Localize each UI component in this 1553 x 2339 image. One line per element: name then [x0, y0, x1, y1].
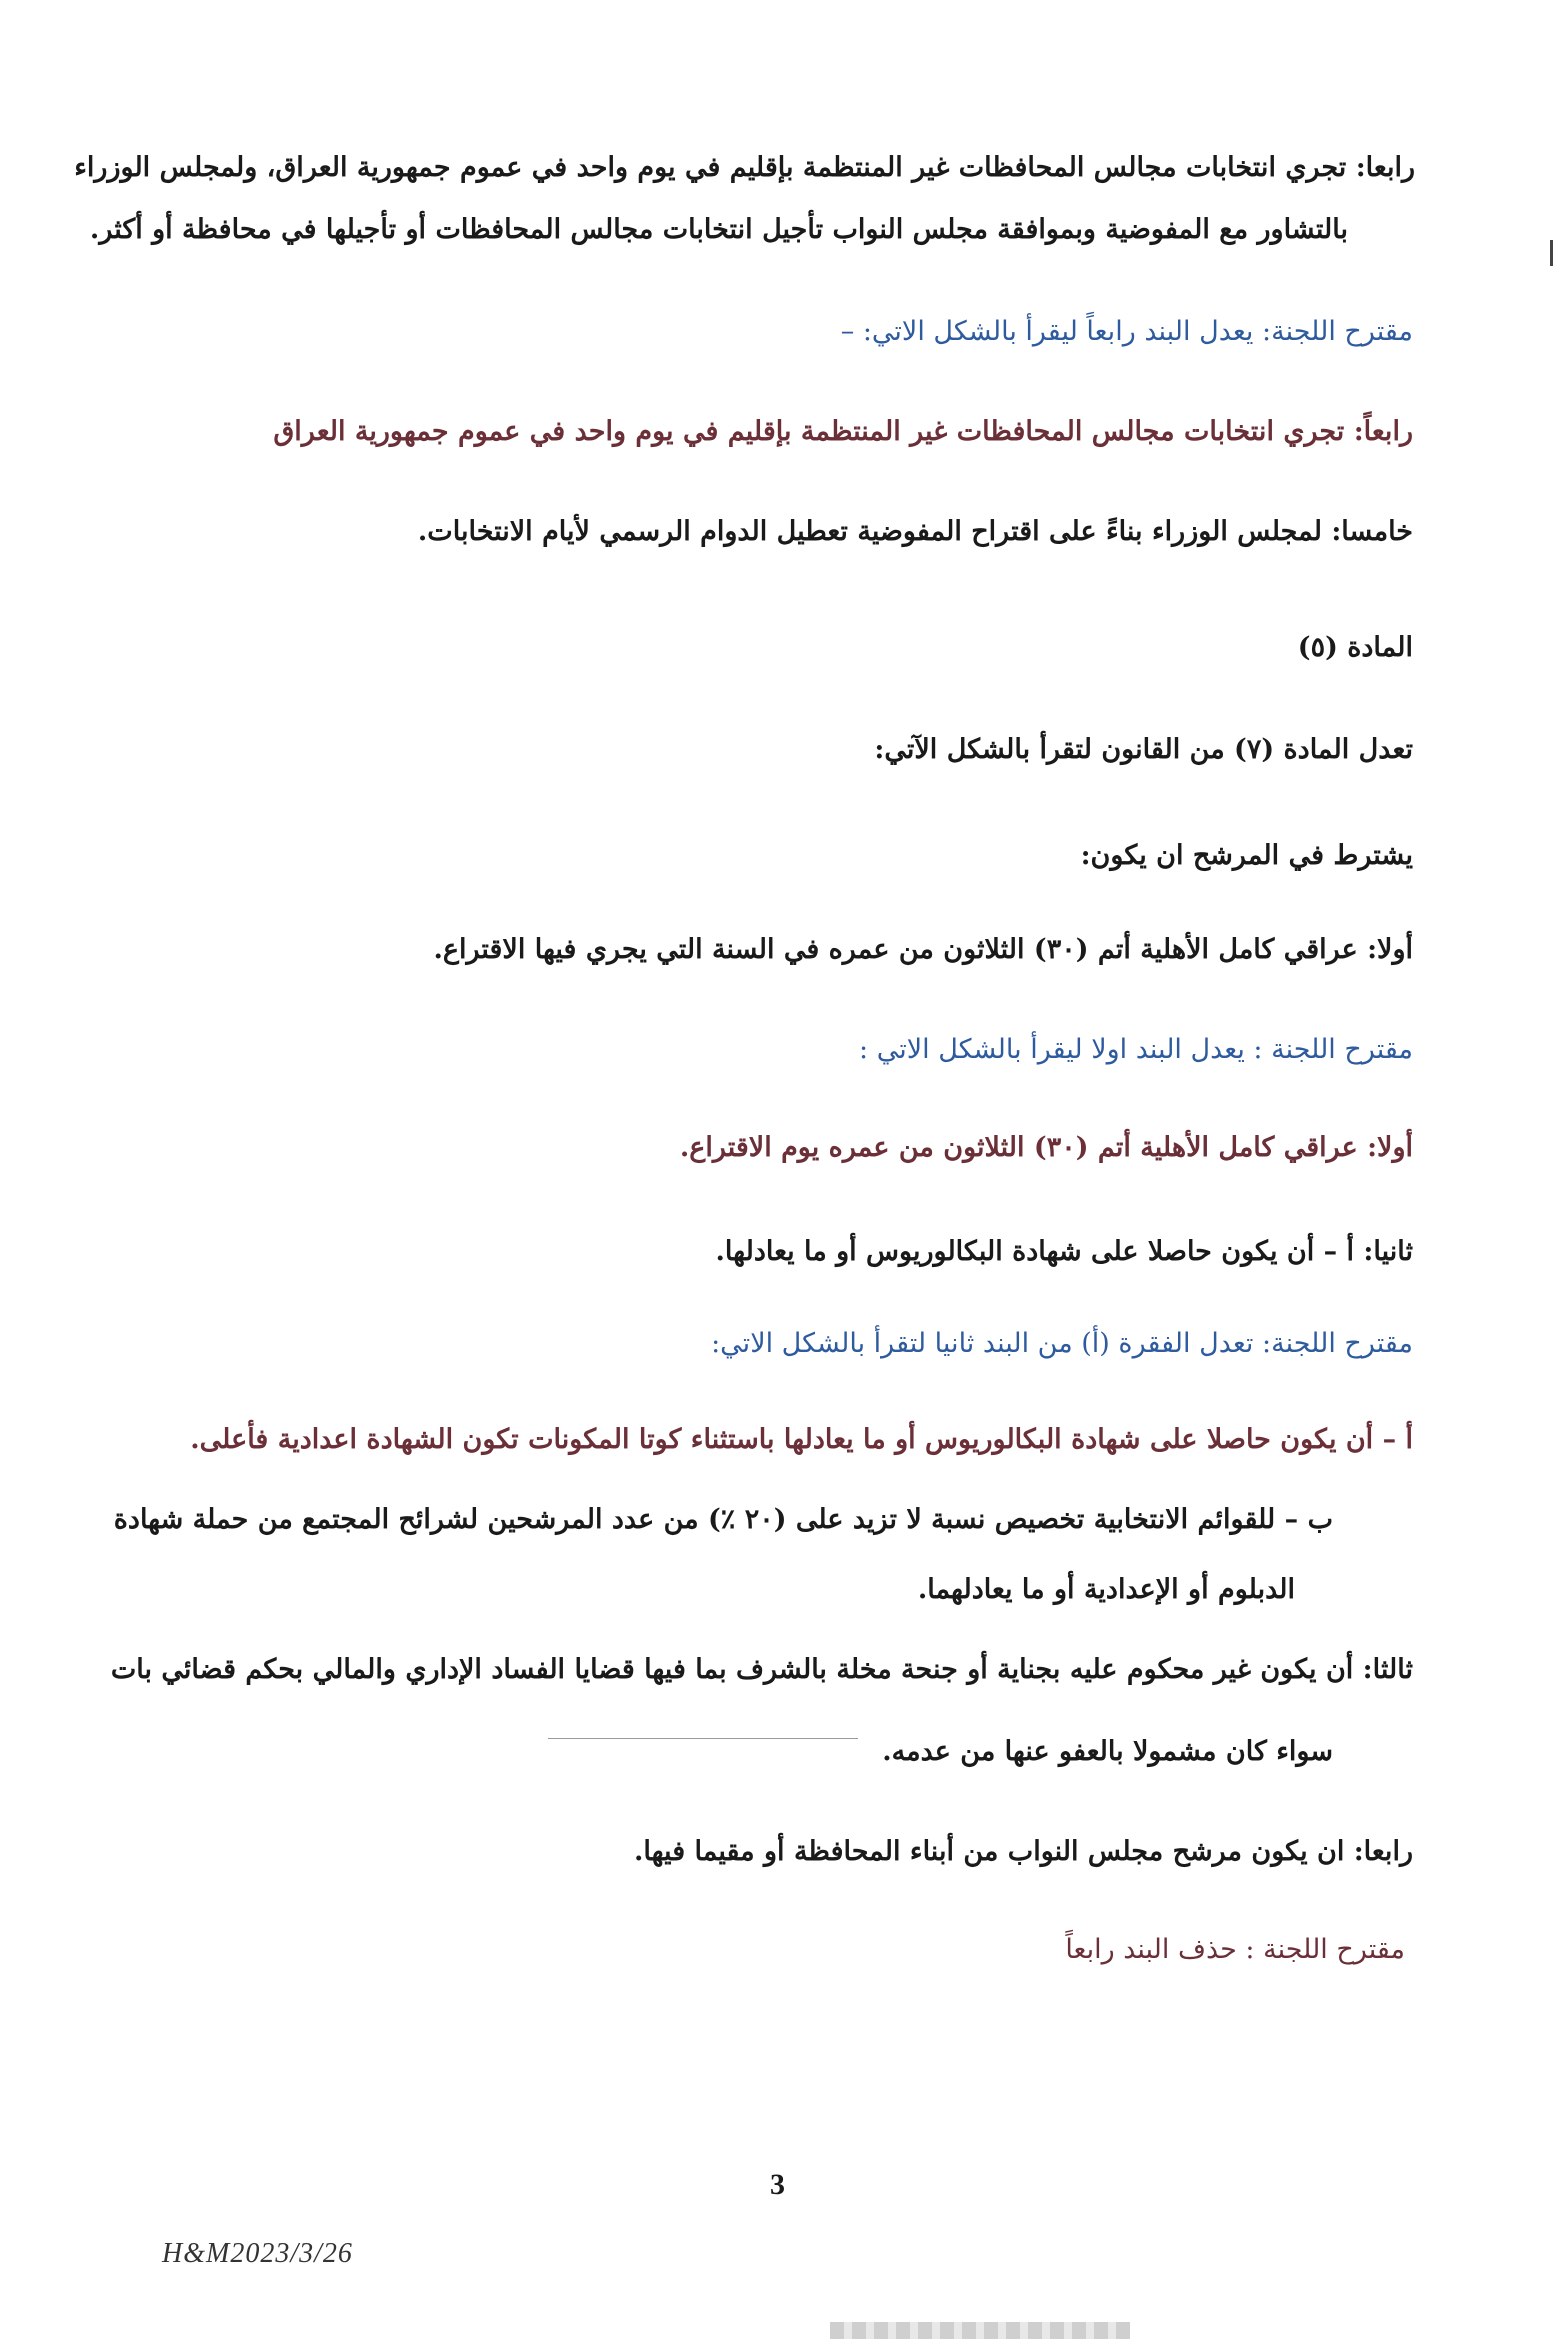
condition-second-b-line1: ب – للقوائم الانتخابية تخصيص نسبة لا تزيد على (٢٠ ٪) من عدد المرشحين لشرائح المجتمع من حملة شهادة	[113, 1504, 1333, 1535]
candidate-conditions-heading: يشترط في المرشح ان يكون:	[1080, 840, 1413, 871]
committee-proposal-delete-fourth: مقترح اللجنة : حذف البند رابعاً	[1065, 1934, 1405, 1965]
article-five-heading: المادة (٥)	[1297, 632, 1413, 663]
scan-bottom-artifact	[830, 2322, 1130, 2339]
condition-third-line1: ثالثا: أن يكون غير محكوم عليه بجناية أو جنحة مخلة بالشرف بما فيها قضايا الفساد الإداري والمالي بحكم قضائي بات	[110, 1654, 1413, 1685]
committee-proposal-clause-four: مقترح اللجنة: يعدل البند رابعاً ليقرأ بالشكل الاتي: –	[840, 316, 1413, 347]
condition-first-amended: أولا: عراقي كامل الأهلية أتم (٣٠) الثلاثون من عمره يوم الاقتراع.	[679, 1132, 1413, 1163]
article-seven-amendment: تعدل المادة (٧) من القانون لتقرأ بالشكل الآتي:	[874, 734, 1413, 765]
clause-four-amended: رابعاً: تجري انتخابات مجالس المحافظات غير المنتظمة بإقليم في يوم واحد في عموم جمهورية العراق	[273, 416, 1413, 447]
condition-second-a-amended: أ – أن يكون حاصلا على شهادة البكالوريوس أو ما يعادلها باستثناء كوتا المكونات تكون الشهادة اعدادية فأعلى.	[190, 1424, 1413, 1455]
clause-four-original-line1: رابعا: تجري انتخابات مجالس المحافظات غير المنتظمة بإقليم في يوم واحد في عموم جمهورية العراق، ولمجلس الوزراء	[74, 152, 1415, 183]
clause-four-original-line2: بالتشاور مع المفوضية وبموافقة مجلس النواب تأجيل انتخابات مجالس المحافظات أو تأجيلها في محافظة أو أكثر.	[89, 214, 1348, 245]
condition-third-line2: سواء كان مشمولا بالعفو عنها من عدمه.	[882, 1736, 1333, 1767]
condition-fourth-original: رابعا: ان يكون مرشح مجلس النواب من أبناء المحافظة أو مقيما فيها.	[633, 1836, 1413, 1867]
condition-second-b-line2: الدبلوم أو الإعدادية أو ما يعادلهما.	[917, 1574, 1295, 1605]
separator-line	[548, 1738, 858, 1739]
clause-five: خامسا: لمجلس الوزراء بناءً على اقتراح المفوضية تعطيل الدوام الرسمي لأيام الانتخابات.	[417, 516, 1413, 547]
condition-first-original: أولا: عراقي كامل الأهلية أتم (٣٠) الثلاثون من عمره في السنة التي يجري فيها الاقتراع.	[433, 934, 1413, 965]
footer-handwritten-stamp: H&M2023/3/26	[162, 2238, 353, 2269]
committee-proposal-first: مقترح اللجنة : يعدل البند اولا ليقرأ بالشكل الاتي :	[859, 1034, 1413, 1065]
committee-proposal-second-a: مقترح اللجنة: تعدل الفقرة (أ) من البند ثانيا لتقرأ بالشكل الاتي:	[711, 1328, 1413, 1359]
page-number: 3	[770, 2168, 785, 2201]
condition-second-a-original: ثانيا: أ – أن يكون حاصلا على شهادة البكالوريوس أو ما يعادلها.	[715, 1236, 1413, 1267]
